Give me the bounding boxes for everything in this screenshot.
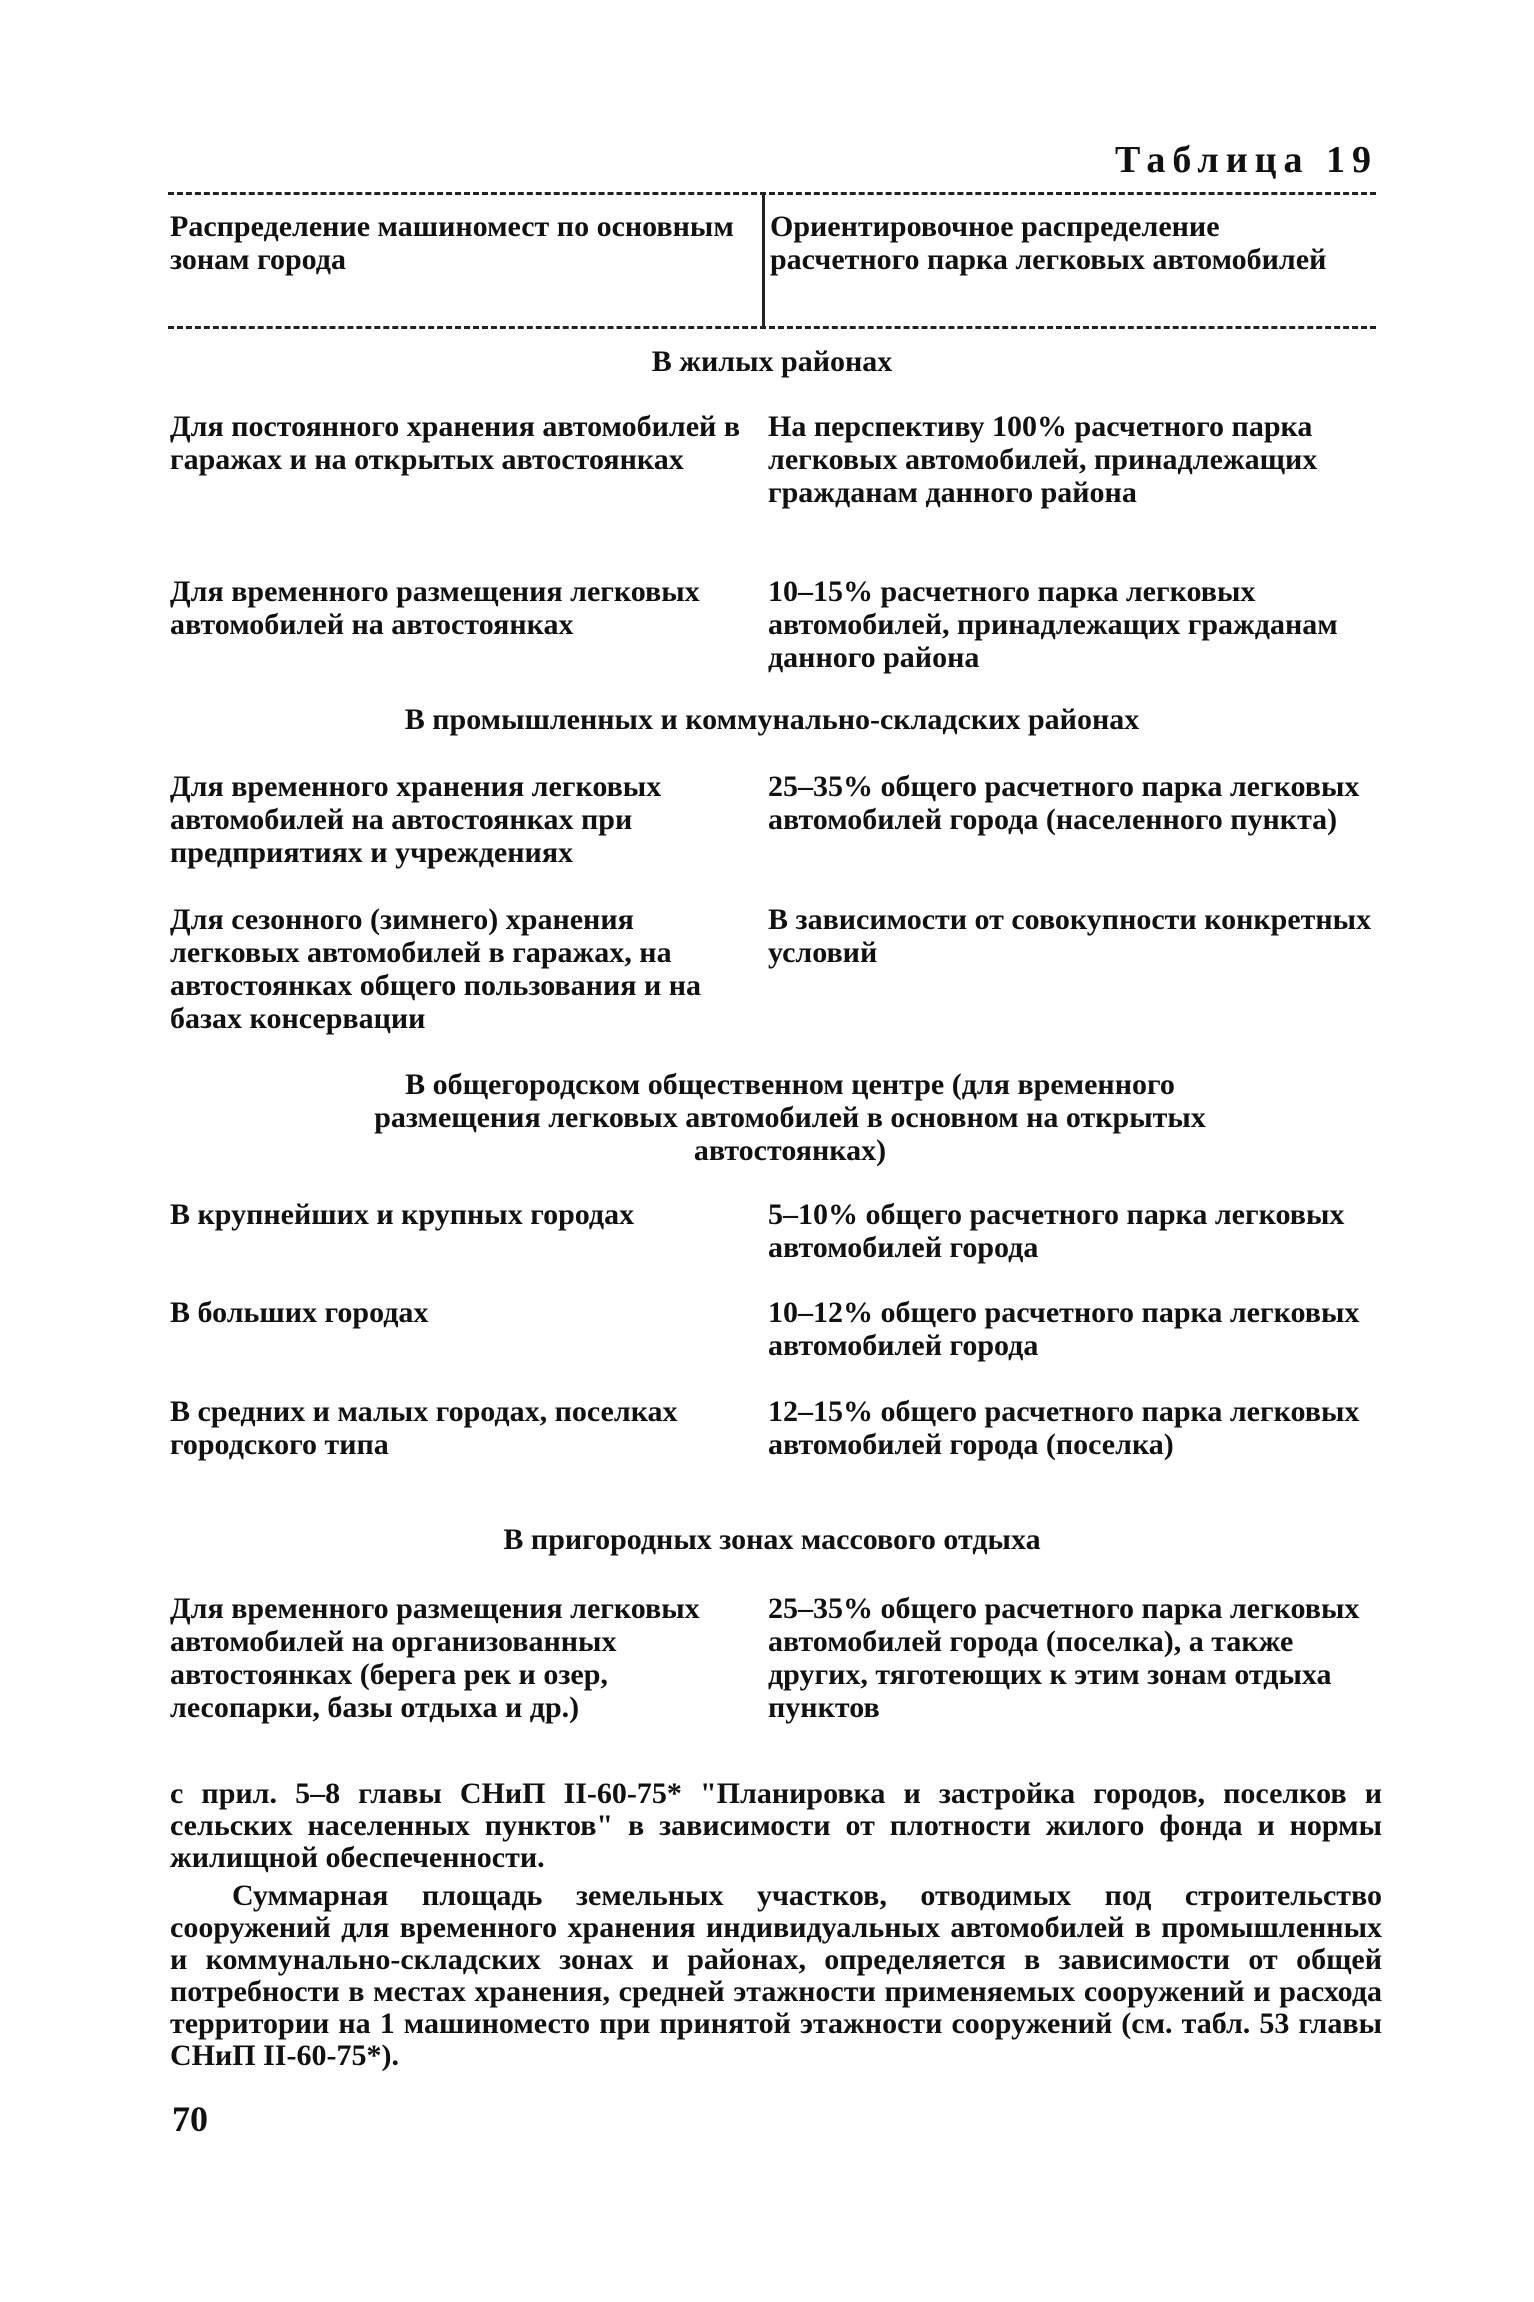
table-title: Таблица 19	[1114, 139, 1378, 181]
body-paragraph: с прил. 5–8 главы СНиП II-60-75* "Планировка и застройка городов, поселков и сельских населенных пунктов" в зависимости от плотности жилого фонда и нормы жилищной обеспеченности.	[170, 1777, 1382, 1874]
row-right: В зависимости от совокупности конкретных условий	[768, 903, 1372, 969]
row-left: В крупнейших и крупных городах	[170, 1198, 635, 1231]
page-number: 70	[172, 2099, 208, 2139]
row-left: Для постоянного хранения автомобилей в гаражах и на открытых автостоянках	[170, 410, 741, 476]
section-title-suburban: В пригородных зонах массового отдыха	[503, 1523, 1041, 1556]
row-right: 25–35% общего расчетного парка легковых автомобилей города (населенного пункта)	[768, 770, 1360, 836]
header-bottom-rule	[168, 326, 1376, 329]
row-left: Для временного хранения легковых автомобилей на автостоянках при предприятиях и учреждениях	[170, 770, 662, 869]
row-left: Для сезонного (зимнего) хранения легковых автомобилей в гаражах, на автостоянках общего пользования и на базах консервации	[170, 903, 702, 1035]
row-left: Для временного размещения легковых автомобилей на автостоянках	[170, 575, 700, 641]
header-column-divider	[762, 193, 765, 326]
row-right: 25–35% общего расчетного парка легковых автомобилей города (поселка), а также других, тяготеющих к этим зонам отдыха пунктов	[768, 1592, 1360, 1724]
row-left: В больших городах	[170, 1296, 429, 1329]
row-right: На перспективу 100% расчетного парка легковых автомобилей, принадлежащих гражданам данного района	[768, 410, 1318, 509]
row-right: 12–15% общего расчетного парка легковых автомобилей города (поселка)	[768, 1395, 1360, 1461]
header-column-zones: Распределение машиномест по основным зонам города	[170, 210, 734, 276]
row-right: 5–10% общего расчетного парка легковых автомобилей города	[768, 1198, 1345, 1264]
table-top-rule	[168, 192, 1376, 195]
row-right: 10–12% общего расчетного парка легковых автомобилей города	[768, 1296, 1360, 1362]
header-column-distribution: Ориентировочное распределение расчетного парка легковых автомобилей	[770, 210, 1327, 276]
row-right: 10–15% расчетного парка легковых автомобилей, принадлежащих гражданам данного района	[768, 575, 1338, 674]
section-title-industrial: В промышленных и коммунально-складских районах	[404, 703, 1140, 736]
row-left: Для временного размещения легковых автомобилей на организованных автостоянках (берега рек и озер, лесопарки, базы отдыха и др.)	[170, 1592, 700, 1724]
body-paragraph: Суммарная площадь земельных участков, отводимых под строительство сооружений для временного хранения индивидуальных автомобилей в промышленных и коммунально-складских зонах и районах, определяется в зависимости от общей потребности в местах хранения, средней этажности применяемых сооружений и расхода территории на 1 машиноместо при принятой этажности сооружений (см. табл. 53 главы СНиП II-60-75*).	[170, 1879, 1382, 2072]
row-left: В средних и малых городах, поселках городского типа	[170, 1395, 678, 1461]
section-title-city-center: В общегородском общественном центре (для временного размещения легковых автомобилей в основном на открытых автостоянках)	[374, 1068, 1206, 1167]
section-title-residential: В жилых районах	[651, 345, 893, 378]
